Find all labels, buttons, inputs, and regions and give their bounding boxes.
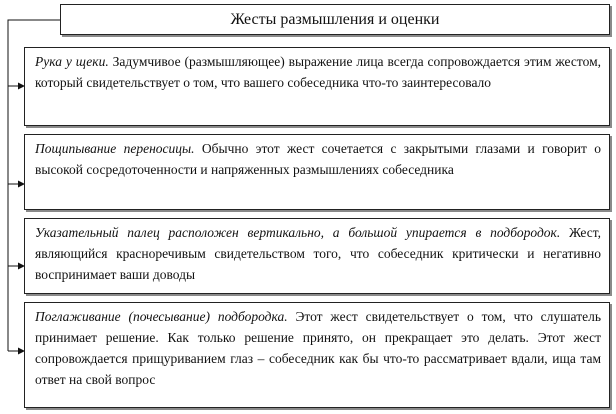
- gesture-heading: Рука у щеки.: [35, 54, 109, 69]
- gesture-heading: Поглаживание (почесывание) подбородка.: [35, 309, 288, 324]
- gesture-heading: Пощипывание переносицы.: [35, 141, 195, 156]
- gesture-card-nose-bridge: [24, 134, 610, 210]
- gesture-description: Этот жест свидетельствует о том, что слушатель принимает решение. Как только решение принято, он прекращает это делать. Этот жест сопровождается прищуриванием глаз – собеседник как бы что-то рассматривает вдали, ища там ответ на свой вопрос: [35, 309, 601, 387]
- gesture-heading: Указательный палец расположен вертикально, а большой упирается в подбородок.: [35, 225, 561, 240]
- diagram-title-text: Жесты размышления и оценки: [230, 10, 440, 28]
- gesture-card-chin-stroke: [24, 302, 610, 408]
- gesture-card-cheek: [24, 47, 610, 126]
- gesture-description: Обычно этот жест сочетается с закрытыми глазами и говорит о высокой сосредоточенности и напряженных размышлениях собеседника: [35, 141, 602, 177]
- gesture-card-finger-chin: [24, 218, 610, 294]
- diagram-title: [60, 4, 610, 35]
- gesture-description: Задумчивое (размышляющее) выражение лица всегда сопровождается этим жестом, который свидетельствует о том, что вашего собеседника что-то заинтересовало: [35, 54, 601, 90]
- gesture-description: Жест, являющийся красноречивым свидетельством того, что собеседник критически и негативно воспринимает ваши доводы: [35, 225, 601, 282]
